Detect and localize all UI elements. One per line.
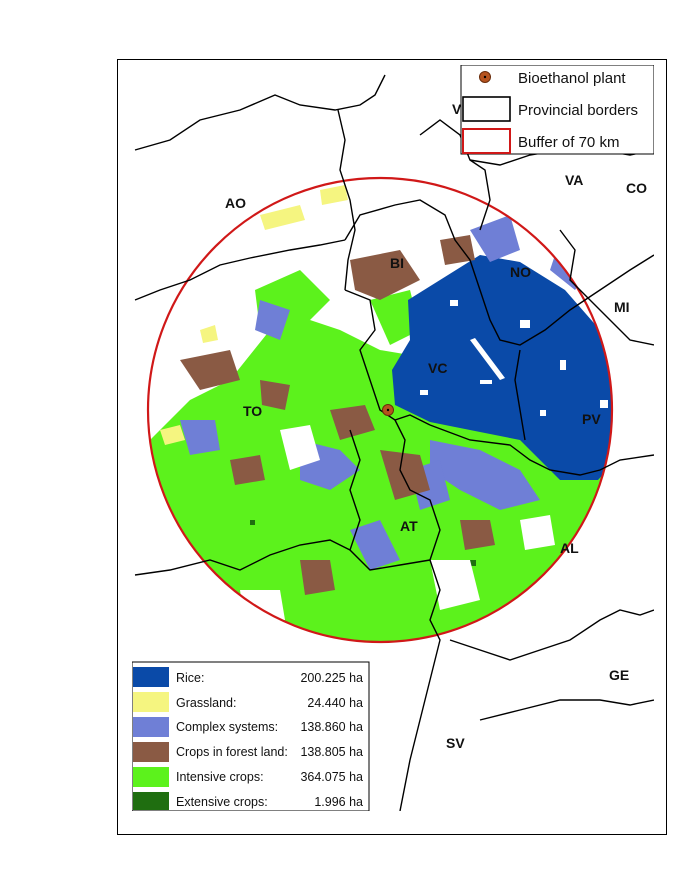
province-label-pv: PV xyxy=(582,411,601,427)
legend-label-forest: Crops in forest land: xyxy=(176,745,288,759)
province-label-v: V xyxy=(452,101,462,117)
legend-label-borders: Provincial borders xyxy=(518,102,639,119)
province-label-sv: SV xyxy=(446,735,465,751)
province-label-ge: GE xyxy=(609,667,630,683)
legend-label-extensive: Extensive crops: xyxy=(176,795,268,809)
land-use-map xyxy=(132,65,654,811)
province-label-bi: BI xyxy=(390,255,404,271)
legend-value-rice: 200.225 ha xyxy=(300,671,363,685)
legend-value-complex: 138.860 ha xyxy=(300,720,363,734)
provincial-border-legend-icon xyxy=(463,97,510,121)
legend-label-intensive: Intensive crops: xyxy=(176,770,264,784)
legend-value-forest: 138.805 ha xyxy=(300,745,363,759)
legend-label-plant: Bioethanol plant xyxy=(518,70,626,87)
legend-label-grassland: Grassland: xyxy=(176,696,237,710)
swatch-intensive xyxy=(133,767,169,787)
swatch-forest xyxy=(133,742,169,762)
province-label-ao: AO xyxy=(225,195,246,211)
legend-value-intensive: 364.075 ha xyxy=(300,770,363,784)
swatch-complex xyxy=(133,717,169,737)
legend-value-grassland: 24.440 ha xyxy=(307,696,363,710)
swatch-extensive xyxy=(133,792,169,810)
legend-label-buffer: Buffer of 70 km xyxy=(518,134,620,151)
province-label-va: VA xyxy=(565,172,584,188)
land-use-legend xyxy=(132,662,369,811)
province-label-at: AT xyxy=(400,518,418,534)
province-label-al: AL xyxy=(560,540,579,556)
legend-value-extensive: 1.996 ha xyxy=(314,795,363,809)
province-label-no: NO xyxy=(510,264,531,280)
swatch-grassland xyxy=(133,692,169,712)
province-label-vc: VC xyxy=(428,360,448,376)
province-label-to: TO xyxy=(243,403,263,419)
legend-row-extensive xyxy=(133,792,363,810)
legend-label-rice: Rice: xyxy=(176,671,205,685)
province-label-mi: MI xyxy=(614,299,630,315)
swatch-rice xyxy=(133,667,169,687)
province-label-co: CO xyxy=(626,180,647,196)
map-symbol-legend xyxy=(461,65,654,154)
buffer-legend-icon xyxy=(463,129,510,153)
legend-label-complex: Complex systems: xyxy=(176,720,279,734)
